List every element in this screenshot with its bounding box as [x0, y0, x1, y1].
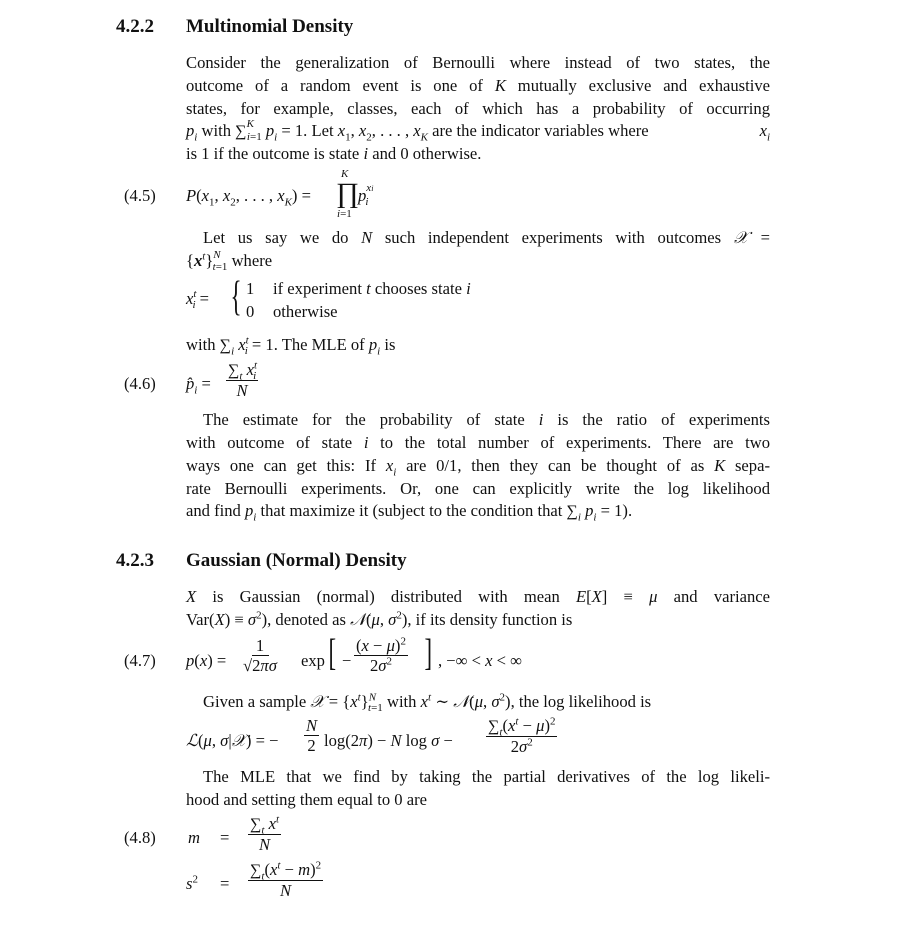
- section-number: 4.2.2: [116, 16, 154, 37]
- paragraph-line: hood and setting them equal to 0 are: [186, 790, 428, 809]
- paragraph-line: $p_i$ with ∑$^K_{i=1}$ $p_i = 1$. Let $x_1$, $x_2$, . . . , $x_K$ are the indicator variables where $x_i$: [186, 118, 770, 144]
- paragraph-line: rate Bernoulli experiments. Or, one can explicitly write the log likelihood: [186, 479, 770, 498]
- paragraph-line: $Var(X) \equiv \sigma^2$), denoted as 𝒩(μ, $\sigma^2$), if its density function is: [186, 609, 573, 629]
- paragraph-line: The estimate for the probability of state i is the ratio of experiments: [203, 410, 771, 429]
- paragraph-line: ways one can get this: If $x_i$ are 0/1, then they can be thought of as K sepa-: [186, 456, 770, 479]
- paragraph-line: is 1 if the outcome is state i and 0 otherwise.: [186, 144, 482, 163]
- paragraph-line: $\{x^t\}^N_{t=1}$ where: [186, 249, 273, 274]
- equation-number: (4.6): [124, 374, 156, 393]
- equation-number: (4.7): [124, 651, 156, 670]
- section-title: Gaussian (Normal) Density: [186, 550, 407, 571]
- paragraph-line: X is Gaussian (normal) distributed with mean E[X] ≡ μ and variance: [186, 587, 771, 606]
- section-number: 4.2.3: [116, 550, 154, 571]
- paragraph-line: outcome of a random event is one of K mutually exclusive and exhaustive: [186, 76, 770, 95]
- paragraph-line: Given a sample 𝒳 = $\{x^t\}^N_{t=1}$ with $x^t$ ∼ 𝒩(μ, $\sigma^2$), the log likelihood is: [203, 691, 652, 715]
- paragraph-line: states, for example, classes, each of which has a probability of occurring: [186, 99, 770, 118]
- paragraph-line: and find $p_i$ that maximize it (subject to the condition that $\sum_i$ $p_i = 1$).: [186, 501, 633, 524]
- paragraph-line: Consider the generalization of Bernoulli where instead of two states, the: [186, 53, 770, 72]
- paragraph-line: The MLE that we find by taking the partial derivatives of the log likeli-: [203, 767, 770, 786]
- paragraph-line: with $\sum_i$ $x^t_i = 1$. The MLE of $p_i$ is: [186, 334, 396, 358]
- section-title: Multinomial Density: [186, 16, 354, 37]
- equation-number: (4.8): [124, 828, 156, 847]
- paragraph-line: with outcome of state i to the total number of experiments. There are two: [186, 433, 770, 452]
- paragraph-line: Let us say we do N such independent experiments with outcomes 𝒳 =: [203, 228, 770, 247]
- equation-number: (4.5): [124, 186, 156, 205]
